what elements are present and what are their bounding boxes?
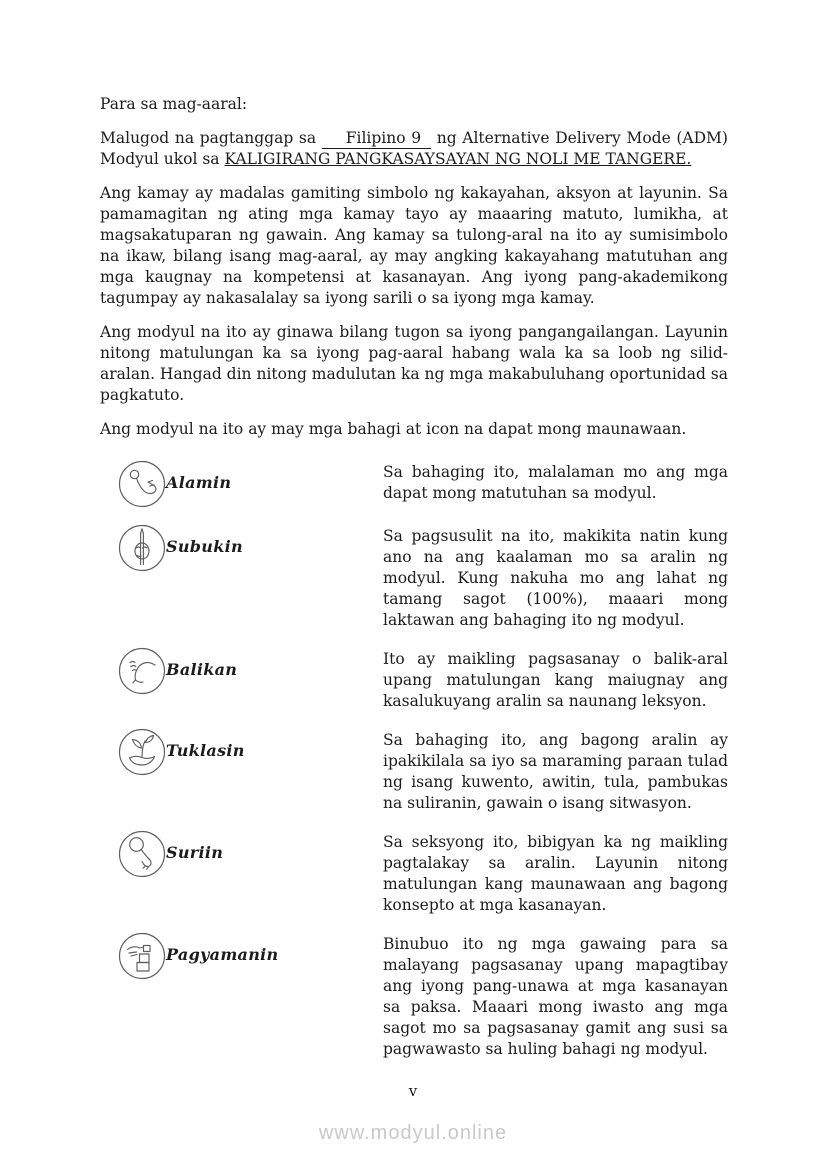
hand-stacking-blocks-icon — [118, 932, 166, 980]
guide-description: Sa seksyong ito, bibigyan ka ng maikling pagtalakay sa aralin. Layunin nitong matulungan kang maunawaan ang bagong konsepto at mga kasanayan. — [383, 833, 728, 914]
icon-guide — [100, 460, 728, 1060]
guide-label: Tuklasin — [166, 741, 245, 760]
welcome-prefix: Malugod na pagtanggap sa — [100, 129, 317, 147]
pressing-hand-icon — [118, 460, 166, 508]
course-fill-in: Filipino 9 — [322, 129, 431, 149]
guide-row-balikan — [100, 647, 728, 712]
guide-row-suriin — [100, 830, 728, 916]
hand-holding-pencil-icon — [118, 524, 166, 572]
guide-description: Sa bahaging ito, malalaman mo ang mga dapat mong matutuhan sa modyul. — [383, 463, 728, 502]
guide-description: Ito ay maikling pagsasanay o balik-aral upang matulungan kang maiugnay ang kasalukuyang aralin sa naunang leksyon. — [383, 650, 728, 710]
section-heading: Para sa mag-aaral: — [100, 95, 248, 113]
guide-description: Binubuo ito ng mga gawaing para sa malayang pagsasanay upang mapagtibay ang iyong pang-unawa at mga kasanayan sa paksa. Maaari mong iwasto ang mga sagot mo sa pagsasanay gamit ang susi sa pagwawasto sa huling bahagi ng modyul. — [383, 935, 728, 1058]
icons-intro-paragraph: Ang modyul na ito ay may mga bahagi at icon na dapat mong maunawaan. — [100, 420, 687, 438]
guide-description: Sa pagsusulit na ito, makikita natin kung ano na ang kaalaman mo sa aralin ng modyul. Kung nakuha mo ang lahat ng tamang sagot (100%), maaari mong laktawan ang bahaging ito ng modyul. — [383, 527, 728, 629]
module-purpose-paragraph: Ang modyul na ito ay ginawa bilang tugon sa iyong pangangailangan. Layunin nitong matulungan ka sa iyong pag-aaral habang wala ka sa loob ng silid-aralan. Hangad din nitong madulutan ka ng mga makabuluhang oportunidad sa pagkatuto. — [100, 323, 728, 404]
hand-symbol-paragraph: Ang kamay ay madalas gamiting simbolo ng kakayahan, aksyon at layunin. Sa pamamagitan ng ating mga kamay tayo ay maaaring matuto, lumikha, at magsakatuparan ng gawain. Ang kamay sa tulong-aral na ito ay sumisimbolo na ikaw, bilang isang mag-aaral, ay may angking kakayahang matutuhan ang mga kaugnay na kompetensi at kasanayan. Ang iyong pang-akademikong tagumpay ay nakasalalay sa iyong sarili o sa iyong mga kamay. — [100, 184, 728, 307]
guide-label: Alamin — [166, 473, 232, 492]
hand-reaching-back-icon — [118, 647, 166, 695]
watermark: www.modyul.online — [318, 1122, 508, 1144]
guide-row-tuklasin — [100, 728, 728, 814]
module-title: KALIGIRANG PANGKASAYSAYAN NG NOLI ME TANGERE. — [224, 150, 692, 168]
page-content — [100, 94, 728, 1076]
guide-label: Subukin — [166, 537, 243, 556]
guide-label: Pagyamanin — [166, 945, 279, 964]
welcome-paragraph — [100, 128, 728, 170]
guide-row-alamin — [100, 460, 728, 508]
page-number: v — [408, 1082, 418, 1100]
guide-description: Sa bahaging ito, ang bagong aralin ay ipakikilala sa iyo sa maraming paraan tulad ng isang kuwento, awitin, tula, pambukas na suliranin, gawain o isang sitwasyon. — [383, 731, 728, 812]
hand-with-magnifying-glass-icon — [118, 830, 166, 878]
guide-row-pagyamanin — [100, 932, 728, 1060]
hand-with-sprout-icon — [118, 728, 166, 776]
guide-label: Balikan — [166, 660, 238, 679]
welcome-middle: ng Alternative Delivery Mode (ADM) Modyul ukol sa — [100, 129, 728, 168]
guide-label: Suriin — [166, 843, 224, 862]
guide-row-subukin — [100, 524, 728, 631]
